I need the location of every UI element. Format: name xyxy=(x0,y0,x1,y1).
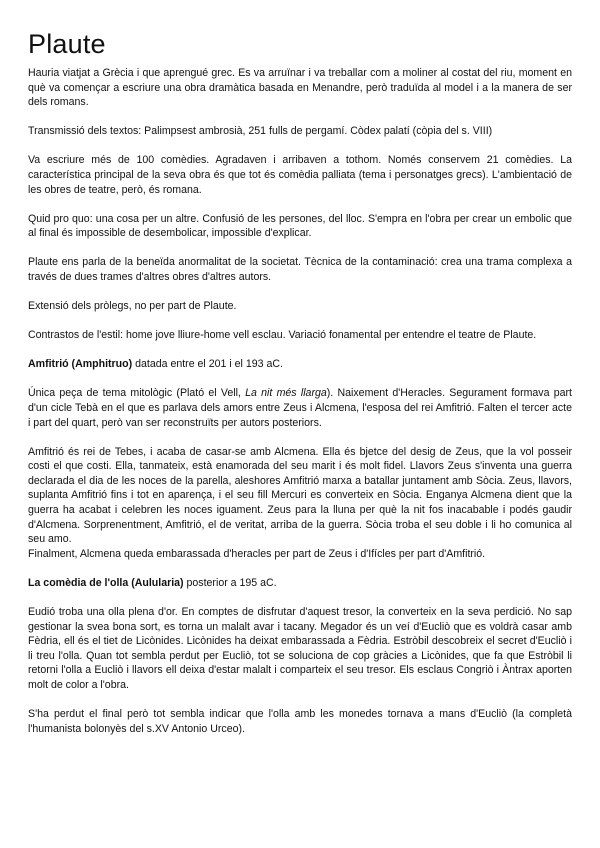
paragraph-aulularia-plot: Eudió troba una olla plena d'or. En comptes de disfrutar d'aquest tresor, la converteix en la seva perdició. No sap gestionar la svea bona sort, es torna un malalt avar i tacany. Megador és un veí d'Eucliò que es voldrà casar amb Fèdria, ell és el tiet de Licònides. Licònides ha deixat embarassada a Fèdria. Estròbil descobreix el secret d'Eucliò i li treu l'olla. Quan tot sembla perdut per Eucliò, tot se soluciona de cop gràcies a Licònides, que fa que Estròbil li retorni l'olla a Eucliò i llavors ell deixa d'estar malalt i comparteix el seu tresor. Els esclaus Congriò i Àntrax aporten molt de color a l'obra. xyxy=(28,605,572,691)
aulularia-title: La comèdia de l'olla (Aulularia) xyxy=(28,576,184,589)
italic-work-title: La nit més llarga xyxy=(245,387,327,400)
paragraph-amfitrio-plot: Amfitrió és rei de Tebes, i acaba de casar-se amb Alcmena. Ella és bjetce del desig de Zeus, que la vol posseir costi el que costi. Ella, tanmateix, està enamorada del seu marit i és molt fidel. Llavors Zeus s'inventa una guerra declarada el dia de les noces de la parella, aleshores Amfitrió marxa a batallar juntament amb Sòcia. Zeus, llavors, suplanta Amfitrió fins i tot en aparença, i el seu fill Mercuri es converteix en Sòcia. Enganya Alcmena dient que la guerra ha acabat i celebren les noces iguament. Zeus para la lluna per què la nit fos inacabable i podés gaudir d'Alcmena. Sorprenentment, Amfitrió, el de veritat, arriba de la guerra. Sòcia troba el seu doble i li ho comunica al seu amo. xyxy=(28,445,572,546)
paragraph-amfitrio-ending: Finalment, Alcmena queda embarassada d'heracles per part de Zeus i d'Ifícles per part d'Amfitrió. xyxy=(28,547,486,560)
paragraph-contamination: Plaute ens parla de la beneïda anormalitat de la societat. Tècnica de la contaminació: crea una trama complexa a través de dues trames d'altres obres d'altres autors. xyxy=(28,256,572,283)
amfitrio-title: Amfitrió (Amphitruo) xyxy=(28,358,133,371)
paragraph-amfitrio-intro: Única peça de tema mitològic (Plató el Vell, La nit més llarga). Naixement d'Heracles. Segurament formava part d'un cicle Tebà en el que es parlava dels amors entre Zeus i Alcmena, l'esposa del rei Amfitrió. Falten el tercer acte i part del quart, però van ser reconstruïts per autors posteriors. xyxy=(28,387,573,429)
paragraph-quid-pro-quo: Quid pro quo: una cosa per un altre. Confusió de les persones, del lloc. S'empra en l'obra per crear un embolic que al final és impossible de desembolicar, impossible d'explicar. xyxy=(28,212,572,240)
paragraph-prologues: Extensió dels pròlegs, no per part de Plaute. xyxy=(28,300,237,313)
aulularia-date: posterior a 195 aC. xyxy=(183,576,277,589)
page-title: Plaute xyxy=(28,29,106,59)
paragraph-style-contrasts: Contrastos de l'estil: home jove lliure-home vell esclau. Variació fonamental per entendre el teatre de Plaute. xyxy=(28,329,537,342)
paragraph-aulularia-ending: S'ha perdut el final però tot sembla indicar que l'olla amb les monedes tornava a mans d'Eucliò (la completà l'humanista bolonyès del s.XV Antonio Urceo). xyxy=(28,708,572,735)
amfitrio-date: datada entre el 201 i el 193 aC. xyxy=(132,358,283,371)
paragraph-transmission: Transmissió dels textos: Palimpsest ambrosià, 251 fulls de pergamí. Còdex palatí (còpia del s. VIII) xyxy=(28,125,493,138)
section-heading-amfitrio xyxy=(28,357,572,372)
paragraph-comedies: Va escriure més de 100 comèdies. Agradaven i arribaven a tothom. Només conservem 21 comèdies. La característica principal de la seva obra és que tot és comèdia palliata (tema i personatges grecs). L'ambientació de les obres de teatre, però, és romana. xyxy=(28,154,572,196)
paragraph-biography: Hauria viatjat a Grècia i que aprengué grec. Es va arruïnar i va treballar com a moliner al costat del riu, moment en què va començar a escriure una obra dramàtica basada en Menandre, però traduïda al model i a la manera de ser dels romans. xyxy=(28,67,572,109)
section-heading-aulularia xyxy=(28,576,572,591)
